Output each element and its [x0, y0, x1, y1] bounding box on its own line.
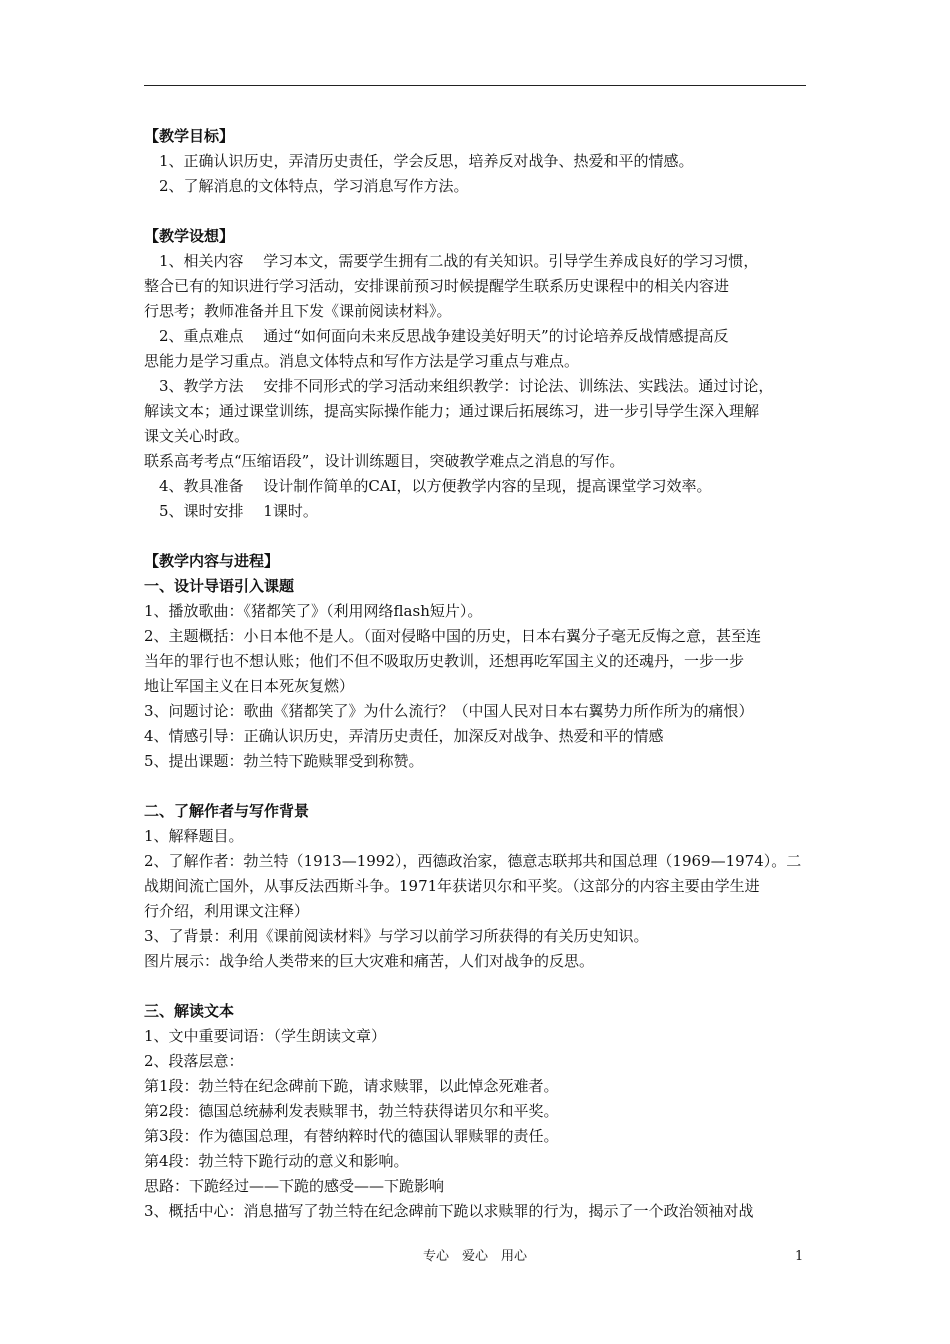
- text-line: 1、文中重要词语：（学生朗读文章）: [144, 1027, 387, 1045]
- section-heading: 一、设计导语引入课题: [144, 577, 295, 595]
- text-line: 第3段：作为德国总理，有替纳粹时代的德国认罪赎罪的责任。: [144, 1127, 559, 1145]
- text-line: 第4段：勃兰特下跪行动的意义和影响。: [144, 1152, 409, 1170]
- text-line: 思能力是学习重点。消息文体特点和写作方法是学习重点与难点。: [144, 352, 580, 370]
- text-line: 5、提出课题：勃兰特下跪赎罪受到称赞。: [144, 752, 424, 770]
- section-heading: 【教学设想】: [144, 227, 235, 245]
- text-line: 2、了解作者：勃兰特（1913—1992），西德政治家，德意志联邦共和国总理（1969—1974）。二: [144, 852, 802, 870]
- text-line: 4、情感引导：正确认识历史，弄清历史责任，加深反对战争、热爱和平的情感: [144, 727, 664, 745]
- paragraph-gap: [144, 199, 806, 224]
- text-line: 3、概括中心：消息描写了勃兰特在纪念碑前下跪以求赎罪的行为，揭示了一个政治领袖对战: [144, 1202, 754, 1220]
- text-line: 3、了背景：利用《课前阅读材料》与学习以前学习所获得的有关历史知识。: [144, 927, 649, 945]
- paragraph-gap: [144, 524, 806, 549]
- text-line: 当年的罪行也不想认账；他们不但不吸取历史教训，还想再吃军国主义的还魂丹，一步一步: [144, 652, 745, 670]
- section-heading: 三、解读文本: [144, 1002, 235, 1020]
- text-line: 行介绍，利用课文注释）: [144, 902, 310, 920]
- text-line: 课文关心时政。: [144, 427, 250, 445]
- text-line: 2、重点难点 通过“如何面向未来反思战争建设美好明天”的讨论培养反战情感提高反: [159, 327, 729, 345]
- text-line: 1、播放歌曲：《猪都笑了》（利用网络flash短片）。: [144, 602, 483, 620]
- paragraph-gap: [144, 774, 806, 799]
- page-number: 1: [795, 1249, 804, 1264]
- text-line: 行思考；教师准备并且下发《课前阅读材料》。: [144, 302, 452, 320]
- text-line: 第1段：勃兰特在纪念碑前下跪，请求赎罪，以此悼念死难者。: [144, 1077, 559, 1095]
- text-line: 1、解释题目。: [144, 827, 244, 845]
- text-line: 4、教具准备 设计制作简单的CAI，以方便教学内容的呈现，提高课堂学习效率。: [159, 477, 712, 495]
- document-body: [144, 124, 806, 1224]
- text-line: 5、课时安排 1课时。: [159, 502, 318, 520]
- text-line: 图片展示：战争给人类带来的巨大灾难和痛苦，人们对战争的反思。: [144, 952, 595, 970]
- section-heading: 【教学内容与进程】: [144, 552, 280, 570]
- text-line: 1、正确认识历史，弄清历史责任，学会反思，培养反对战争、热爱和平的情感。: [159, 152, 694, 170]
- text-line: 2、主题概括：小日本他不是人。（面对侵略中国的历史，日本右翼分子毫无反悔之意，甚至连: [144, 627, 762, 645]
- section-heading: 【教学目标】: [144, 127, 235, 145]
- header-rule: [144, 85, 806, 86]
- section-heading: 二、了解作者与写作背景: [144, 802, 310, 820]
- text-line: 2、段落层意：: [144, 1052, 244, 1070]
- text-line: 解读文本；通过课堂训练，提高实际操作能力；通过课后拓展练习，进一步引导学生深入理解: [144, 402, 760, 420]
- text-line: 战期间流亡国外，从事反法西斯斗争。1971年获诺贝尔和平奖。（这部分的内容主要由学生进: [144, 877, 760, 895]
- text-line: 联系高考考点“压缩语段”，设计训练题目，突破教学难点之消息的写作。: [144, 452, 625, 470]
- text-line: 思路：下跪经过——下跪的感受——下跪影响: [144, 1177, 445, 1195]
- text-line: 3、问题讨论：歌曲《猪都笑了》为什么流行？（中国人民对日本右翼势力所作所为的痛恨）: [144, 702, 754, 720]
- paragraph-gap: [144, 974, 806, 999]
- text-line: 第2段：德国总统赫利发表赎罪书，勃兰特获得诺贝尔和平奖。: [144, 1102, 559, 1120]
- text-line: 1、相关内容 学习本文，需要学生拥有二战的有关知识。引导学生养成良好的学习习惯，: [159, 252, 759, 270]
- text-line: 3、教学方法 安排不同形式的学习活动来组织教学：讨论法、训练法、实践法。通过讨论，: [159, 377, 774, 395]
- text-line: 地让军国主义在日本死灰复燃）: [144, 677, 355, 695]
- text-line: 2、了解消息的文体特点，学习消息写作方法。: [159, 177, 469, 195]
- footer-motto: 专心 爱心 用心: [422, 1249, 527, 1264]
- text-line: 整合已有的知识进行学习活动，安排课前预习时候提醒学生联系历史课程中的相关内容进: [144, 277, 730, 295]
